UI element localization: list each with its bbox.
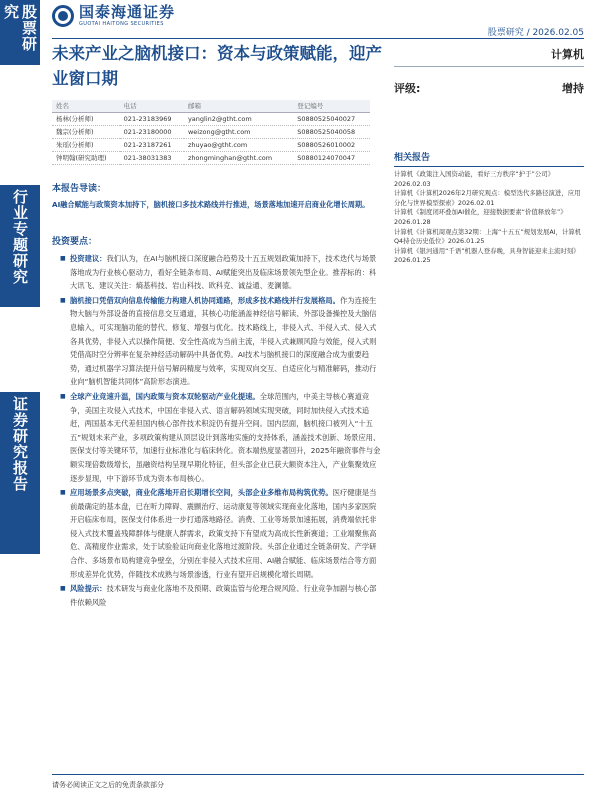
list-item xyxy=(60,390,382,485)
table-row xyxy=(52,151,370,164)
footer-divider xyxy=(52,774,584,775)
analyst-name: 杨林(分析师) xyxy=(52,112,120,125)
header-reg: 登记编号 xyxy=(293,100,370,112)
sidebar-middle-label: 行业专题研究 xyxy=(11,189,29,285)
sidebar-middle xyxy=(0,185,40,307)
analyst-reg: S0880525040027 xyxy=(293,112,370,125)
related-report-link[interactable]: 计算机《制度闭环叠加AI催化，迎接数据要素“价值释放年”》2026.01.28 xyxy=(394,208,567,226)
rating-label: 评级: xyxy=(394,82,421,95)
list-item xyxy=(60,294,382,389)
list-item xyxy=(60,486,382,581)
table-row xyxy=(52,138,370,151)
industry-label: 计算机 xyxy=(394,46,584,67)
sidebar-bottom-label: 证券研究报告 xyxy=(11,396,29,492)
table-row xyxy=(52,112,370,125)
analyst-email[interactable]: yanglin2@gtht.com xyxy=(184,112,293,125)
analyst-phone: 021-23180000 xyxy=(120,125,184,138)
point-body: 全球范围内，中美主导核心赛道竞争，美国主攻侵入式技术，中国在非侵入式、语言解码领域实现突破，同时加快侵入式技术追赶，两国基本无代差但国内核心部件技术积淀仍有提升空间。国内层面，脑机接口被列入“十五五”规划未来产业，多项政策构建从顶层设计到落地实施的支持体系，涵盖技术创新、场景应用、医保支付等关键环节，加速行业标准化与临床转化。资本端热度显著回升，2025年融资事件与金额实现倍数级增长，虽融资结构呈现早期化特征，但头部企业已获大额资本注入，产业集聚效应逐步显现，中下游环节成为资本布局核心。 xyxy=(70,391,381,483)
guide-heading: 本报告导读： xyxy=(52,184,107,194)
table-row xyxy=(52,125,370,138)
logo-name-cn: 国泰海通证券 xyxy=(79,3,176,21)
analyst-reg: S0880525040058 xyxy=(293,125,370,138)
related-reports xyxy=(394,150,584,266)
list-item xyxy=(60,582,382,609)
analyst-reg: S0880124070047 xyxy=(293,151,370,164)
analyst-email[interactable]: zhongminghan@gtht.com xyxy=(184,151,293,164)
analyst-phone: 021-23187261 xyxy=(120,138,184,151)
point-lead: 脑机接口凭借双向信息传输能力构建人机协同通路，形成多技术路线并行发展格局。 xyxy=(70,295,340,305)
sidebar-top-label: 股票研究 xyxy=(2,4,38,52)
report-category-date: 股票研究 / 2026.02.05 xyxy=(487,28,584,38)
point-lead: 应用场景多点突破，商业化落地开启长期增长空间，头部企业多维布局构筑优势。 xyxy=(70,488,333,498)
point-body: 技术研发与商业化落地不及预期、政策监管与伦理合规风险、行业竞争加剧与核心部件依赖风险 xyxy=(70,584,377,607)
header-phone: 电话 xyxy=(120,100,184,112)
analyst-name: 钟明翰(研究助理) xyxy=(52,151,120,164)
header-name: 姓名 xyxy=(52,100,120,112)
investment-points-heading: 投资要点： xyxy=(52,237,98,247)
point-lead: 风险提示： xyxy=(70,584,107,594)
rating-row xyxy=(394,80,584,96)
company-logo xyxy=(52,4,175,27)
list-item xyxy=(60,252,382,293)
report-title: 未来产业之脑机接口：资本与政策赋能，迎产业窗口期 xyxy=(52,44,382,88)
disclaimer-note: 请务必阅读正文之后的免责条款部分 xyxy=(52,781,164,789)
analyst-reg: S0880526010002 xyxy=(293,138,370,151)
guide-summary: AI融合赋能与政策资本加持下，脑机接口多技术路线并行推进，场景落地加速开启商业化增长周期。 xyxy=(52,200,370,209)
logo-name-en: GUOTAI HAITONG SECURITIES xyxy=(79,21,164,27)
analyst-name: 魏宗(分析师) xyxy=(52,125,120,138)
sidebar-top xyxy=(0,0,40,65)
header-email: 邮箱 xyxy=(184,100,293,112)
logo-icon xyxy=(52,5,74,27)
header-divider xyxy=(52,38,584,39)
analyst-phone: 021-23183969 xyxy=(120,112,184,125)
analyst-phone: 021-38031383 xyxy=(120,151,184,164)
investment-points xyxy=(60,252,382,610)
related-reports-title: 相关报告 xyxy=(394,150,584,167)
analyst-table-header xyxy=(52,100,370,112)
analyst-name: 朱瑶(分析师) xyxy=(52,138,120,151)
point-lead: 投资建议： xyxy=(70,254,107,263)
related-report-link[interactable]: 计算机《银河通用“千语”机器人登春晚，具身智能迎来主流时刻》2026.01.25 xyxy=(394,246,580,265)
analyst-email[interactable]: weizong@gtht.com xyxy=(184,125,293,138)
related-report-link[interactable]: 计算机《计算机周观点第32期：上海“十五五”规划发展AI，计算机Q4持仓历史低位》2026.01.25 xyxy=(394,227,582,246)
related-report-link[interactable]: 计算机《政策注入国资动能，看好三方秩序“护于”公司》2026.02.03 xyxy=(394,170,554,188)
analyst-email[interactable]: zhuyao@gtht.com xyxy=(184,138,293,151)
point-lead: 全球产业竞速升温，国内政策与资本双轮驱动产业化提速。 xyxy=(70,391,260,401)
sidebar-bottom xyxy=(0,392,40,554)
point-body: 医疗健康是当前最确定的基本盘，已在听力障碍、震颤治疗、运动康复等领域实现商业化落地，国内多家医院开启临床布局，医保支付体系进一步打通落地路径。消费、工业等场景加速拓展，消费端依托非侵入式技术覆盖残障群体与健康人群需求，政策支持下有望成为高成长性新赛道；工业端聚焦高危、高精度作业需求，处于试验验证向商业化落地过渡阶段。头部企业通过全链条研发、产学研合作、多场景布局构建竞争壁垒，分别在非侵入式技术应用、AI融合赋能、临床场景结合等方面形成差异化优势，伴随技术成熟与场景渗透，行业有望开启规模化增长周期。 xyxy=(70,488,377,579)
rating-value: 增持 xyxy=(562,82,584,95)
point-body: 作为连接生物大脑与外部设备的直接信息交互通道，其核心功能涵盖神经信号解读、外部设备操控及大脑信息输入，可实现脑功能的替代、修复、增强与优化。技术路线上，非侵入式、半侵入式、侵入式各具优势，非侵入式以操作简便、安全性高成为当前主流，半侵入式兼顾风险与效能，侵入式则凭借高时空分辨率在复杂神经活动解码中具备优势。AI技术与脑机接口的深度融合成为重要趋势，通过机器学习算法提升信号解码精度与效率，实现双向交互、自适应化与精准解码，推动行业向“脑机智能共同体”高阶形态演进。 xyxy=(70,295,377,387)
point-body: 我们认为，在AI与脑机接口深度融合趋势及十五五规划政策加持下，技术迭代与场景落地成为行业核心驱动力，看好全链条布局、AI赋能突出及临床场景领先型企业。推荐标的：科大讯飞、建议关注：熵基科技、岩山科技、欧科克、诚益通、麦澜德。 xyxy=(70,254,377,291)
analyst-table xyxy=(52,100,370,165)
related-report-link[interactable]: 计算机《计算机2026年2月研究观点：模型迭代多路径演进，应用分化与世界模型探索》2026.02.01 xyxy=(394,189,581,207)
